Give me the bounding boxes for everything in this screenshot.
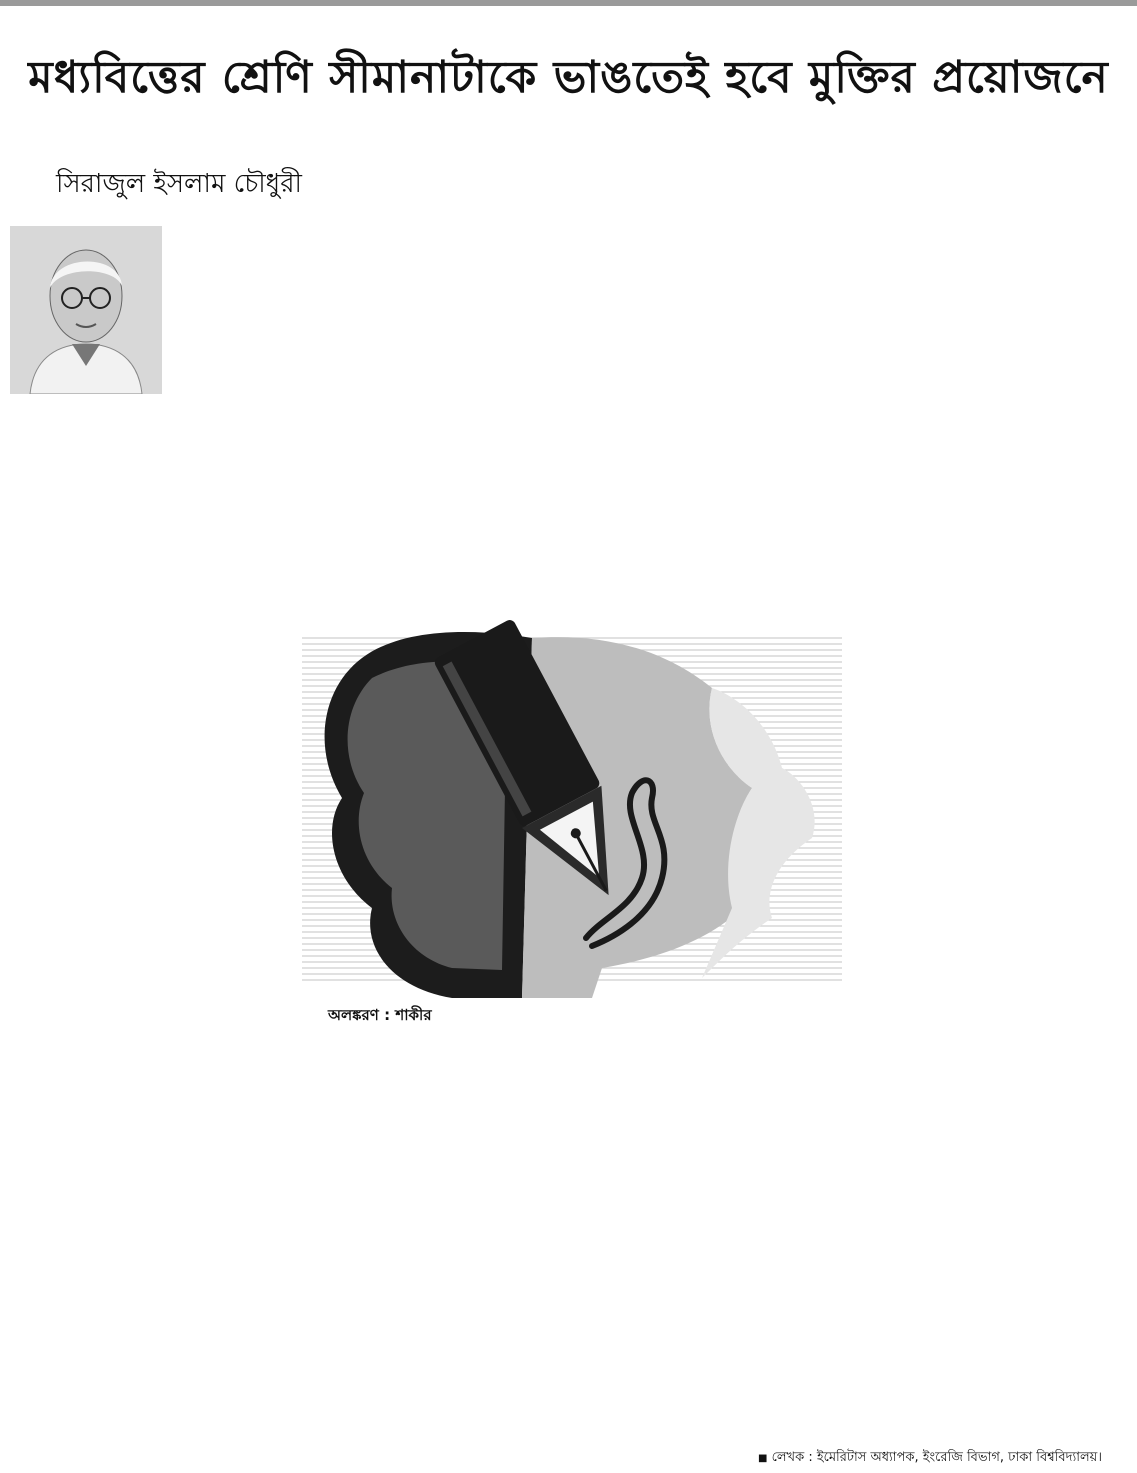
- column-middle-bottom: [390, 1048, 752, 1466]
- column-bottom-left: [10, 1048, 380, 1466]
- column-right-top: [762, 160, 1132, 578]
- author-note-bullet: ■: [758, 1453, 768, 1464]
- author-note-text: লেখক : ইমেরিটাস অধ্যাপক, ইংরেজি বিভাগ, ঢাকা বিশ্ববিদ্যালয়।: [771, 1450, 1102, 1465]
- top-rule: [0, 0, 1137, 6]
- author-photo: [10, 226, 162, 394]
- illustration-credit: অলঙ্করণ : শাকীর: [322, 1004, 438, 1029]
- column-right-mid: [842, 578, 1132, 1044]
- column-left-top: [172, 232, 380, 448]
- column-left-lower: [10, 612, 302, 1048]
- column-middle-top: [390, 160, 752, 578]
- column-right-bottom: [762, 1048, 1132, 1444]
- author-note: [758, 1448, 1130, 1469]
- article-headline: মধ্যবিত্তের শ্রেণি সীমানাটাকে ভাঙতেই হবে মুক্তির প্রয়োজনে: [28, 52, 1109, 103]
- author-byline: সিরাজুল ইসলাম চৌধুরী: [56, 169, 302, 199]
- pen-illustration: [302, 578, 842, 1042]
